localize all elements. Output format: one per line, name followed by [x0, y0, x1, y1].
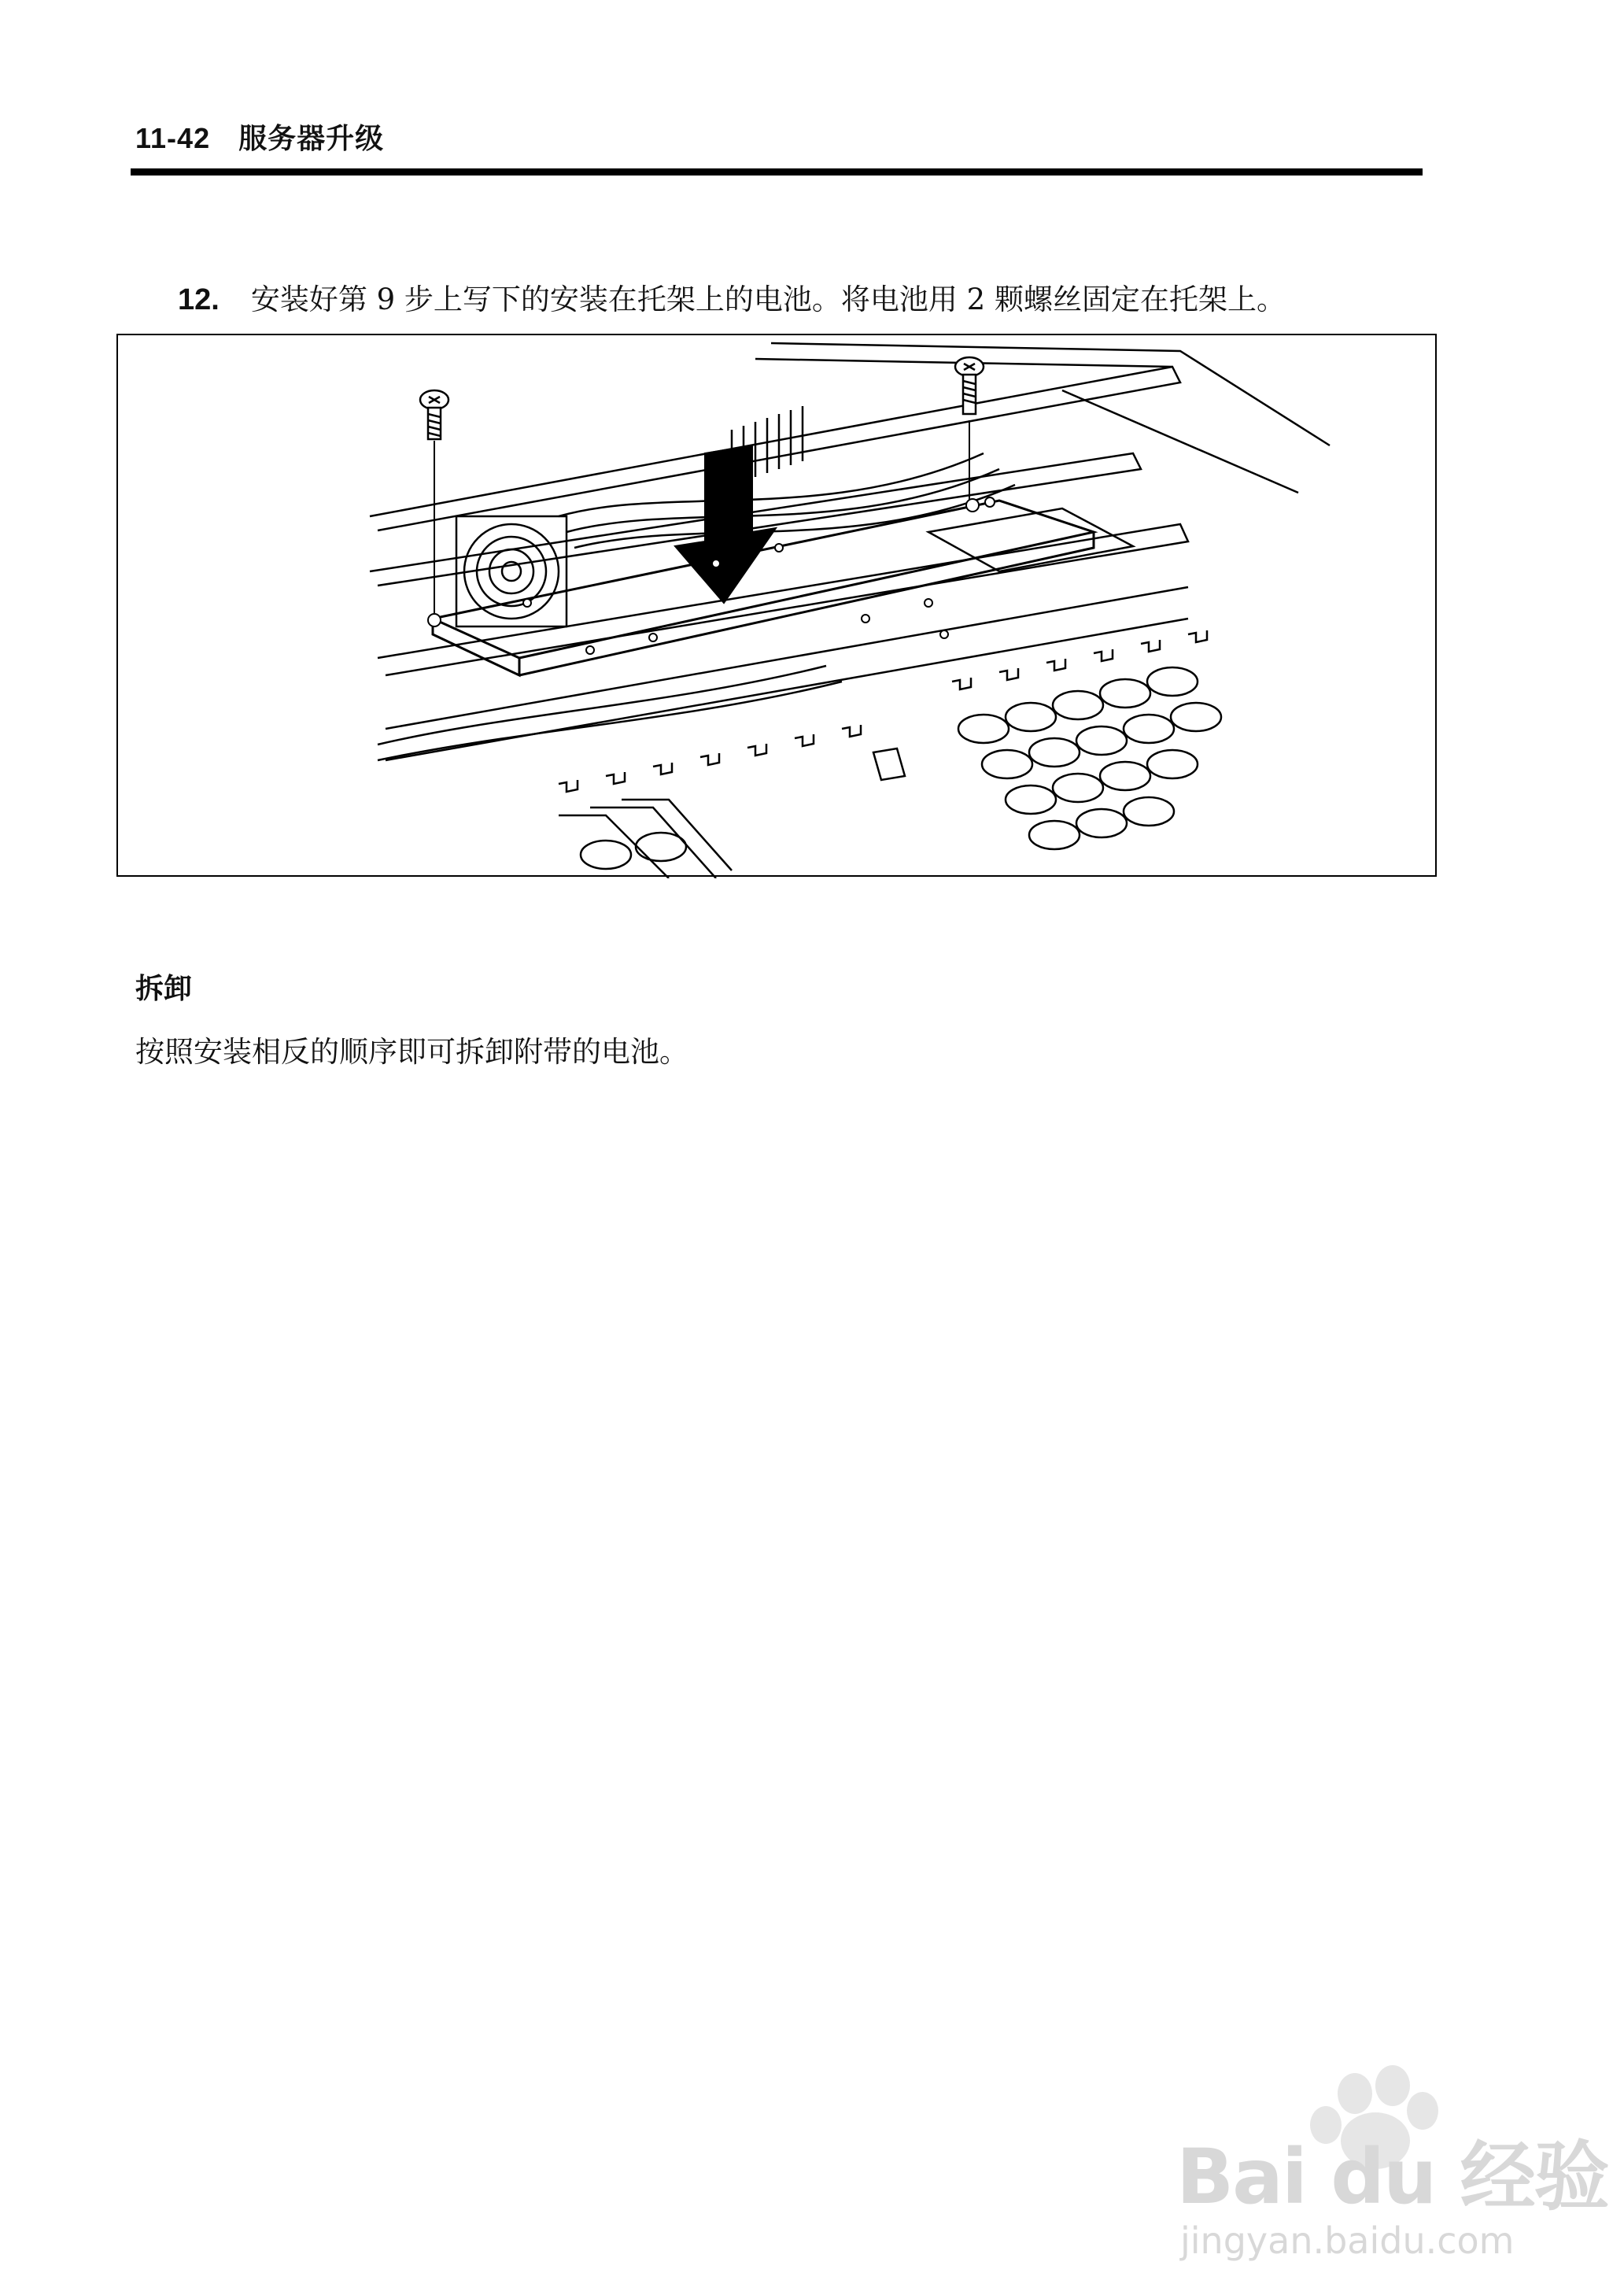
step-text: 安装好第 9 步上写下的安装在托架上的电池。将电池用 2 颗螺丝固定在托架上。 [250, 283, 1286, 316]
step-number: 12. [178, 283, 220, 316]
watermark-url: jingyan.baidu.com [1180, 2219, 1515, 2262]
installation-figure [116, 334, 1437, 877]
battery-install-illustration [118, 335, 1438, 878]
section-heading: 拆卸 [135, 973, 193, 1005]
section-body: 按照安装相反的顺序即可拆卸附带的电池。 [135, 1035, 688, 1069]
watermark-brand: Bai du 经验 [1176, 2133, 1608, 2221]
screw-icon [420, 390, 448, 439]
step-12 [178, 275, 1286, 318]
down-arrow-icon [675, 445, 776, 603]
page-header [135, 116, 384, 157]
page-number: 11-42 [135, 122, 211, 154]
header-rule [131, 168, 1423, 176]
chapter-title: 服务器升级 [238, 122, 385, 154]
